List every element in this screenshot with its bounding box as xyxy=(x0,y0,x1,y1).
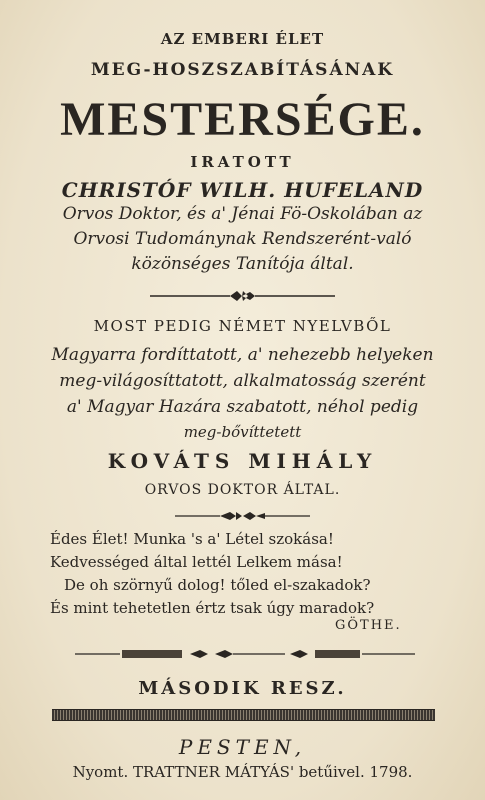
iratott-label: IRATOTT xyxy=(190,153,295,171)
place-of-publication: PESTEN, xyxy=(178,735,307,759)
poem-attribution: GÖTHE. xyxy=(335,618,402,633)
poem-line: De oh szörnyű dolog! tőled el-szakadok? xyxy=(64,576,371,594)
translation-desc-line: meg-bővíttetett xyxy=(183,423,302,441)
ornament-divider-3 xyxy=(0,647,485,661)
part-label: MÁSODIK RESZ. xyxy=(138,678,347,699)
poem-line: Kedvességed által lettél Lelkem mása! xyxy=(50,553,343,571)
main-title: MESTERSÉGE. xyxy=(60,93,425,146)
author-desc-line: Orvos Doktor, és a' Jénai Fö-Oskolában az xyxy=(62,204,423,224)
imprint-line: Nyomt. TRATTNER MÁTYÁS' betűivel. 1798. xyxy=(72,763,413,781)
poem-line: És mint tehetetlen értz tsak úgy maradok? xyxy=(50,599,375,617)
author-desc-line: Orvosi Tudománynak Rendszerént-való xyxy=(73,229,412,249)
translator-title: ORVOS DOKTOR ÁLTAL. xyxy=(144,482,341,498)
translation-desc-line: a' Magyar Hazára szabatott, néhol pedig xyxy=(66,397,419,417)
ornament-band xyxy=(52,709,435,721)
poem-line: Édes Élet! Munka 's a' Létel szokása! xyxy=(50,530,334,548)
translation-intro: MOST PEDIG NÉMET NYELVBŐL xyxy=(93,317,392,335)
ornament-divider-2 xyxy=(0,509,485,523)
title-line-1: AZ EMBERI ÉLET xyxy=(160,30,325,48)
translation-desc-line: Magyarra fordíttatott, a' nehezebb helyeken xyxy=(51,345,434,365)
ornament-divider-1 xyxy=(0,289,485,303)
translator-name: KOVÁTS MIHÁLY xyxy=(107,449,378,473)
author-name: CHRISTÓF WILH. HUFELAND xyxy=(61,178,424,202)
translation-desc-line: meg-világosíttatott, alkalmatosság szerént xyxy=(59,371,426,391)
author-desc-line: közönséges Tanítója által. xyxy=(131,254,354,274)
title-line-2: MEG-HOSZSZABÍTÁSÁNAK xyxy=(90,60,395,80)
